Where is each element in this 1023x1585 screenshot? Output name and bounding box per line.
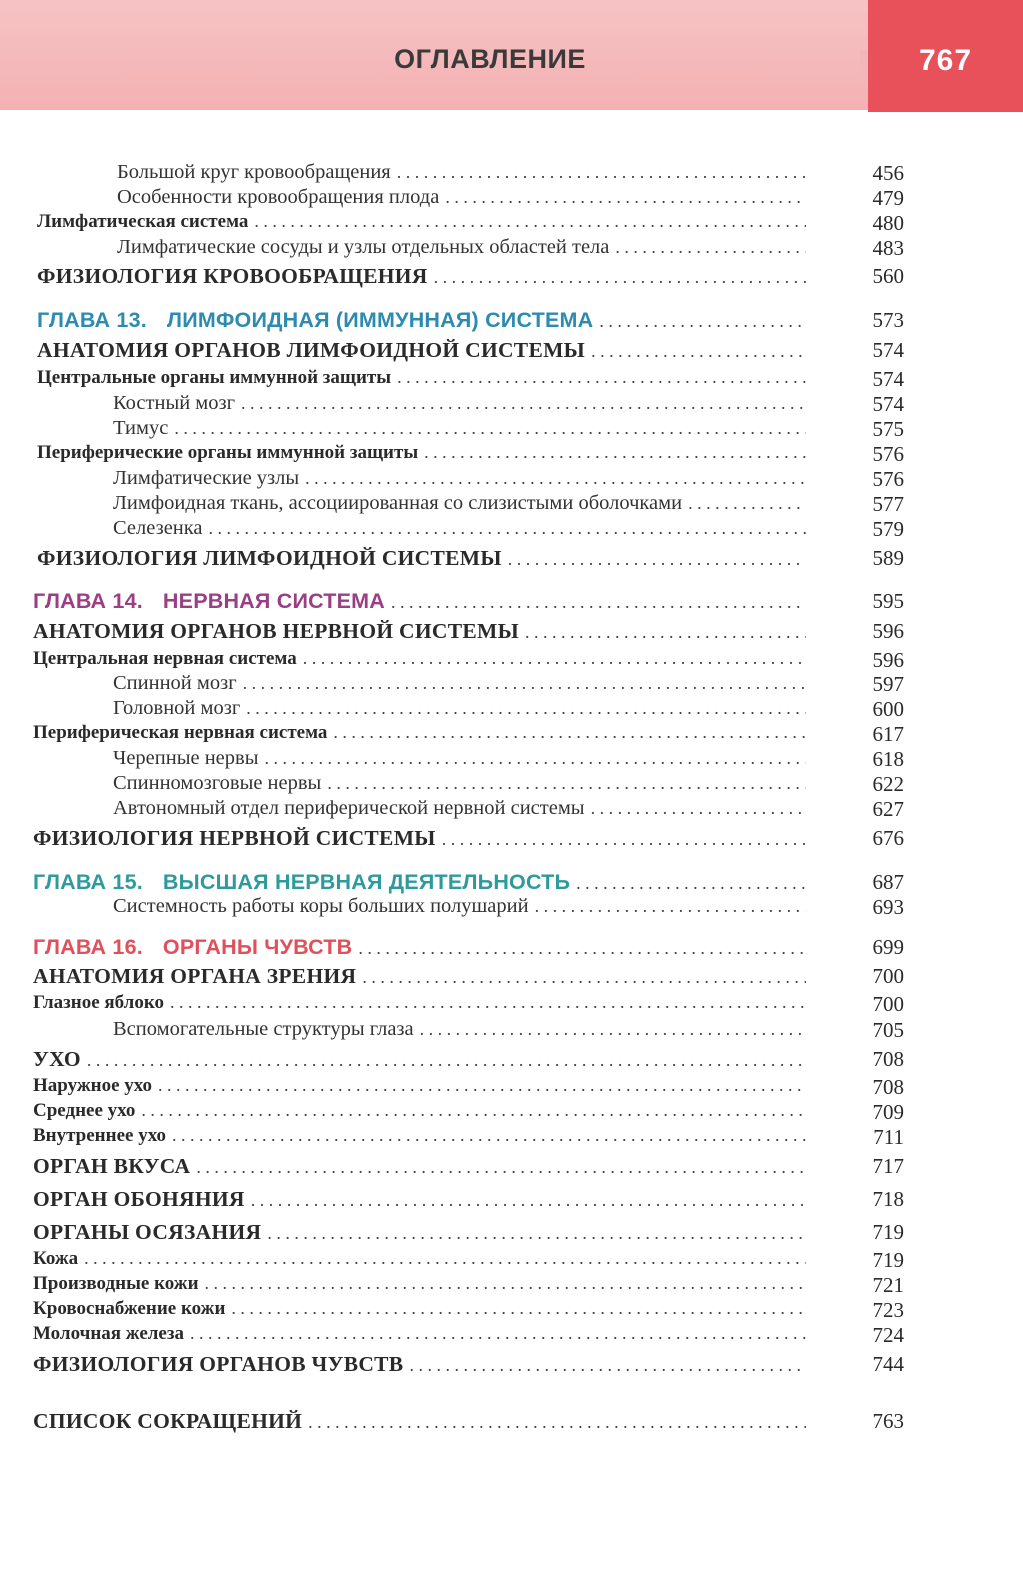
- toc-page-number: 711: [873, 1125, 904, 1149]
- toc-page-number: 600: [872, 697, 904, 721]
- dot-leader: [591, 341, 806, 362]
- dot-leader: [615, 237, 806, 258]
- toc-entry[interactable]: [33, 1298, 904, 1322]
- toc-entry[interactable]: [33, 1409, 904, 1434]
- page-number: 767: [918, 44, 973, 77]
- toc-entry-title: Молочная железа: [33, 1323, 184, 1344]
- toc-entry[interactable]: [33, 935, 904, 960]
- chapter-heading: [37, 308, 593, 333]
- toc-page-number: 574: [872, 392, 904, 416]
- dot-leader: [424, 442, 806, 463]
- toc-entry[interactable]: [117, 186, 904, 210]
- toc-page-number: 718: [872, 1187, 904, 1211]
- toc-entry-title: Кожа: [33, 1248, 79, 1269]
- toc-entry[interactable]: [33, 1187, 904, 1212]
- toc-page-number: 719: [872, 1220, 904, 1244]
- dot-leader: [303, 648, 806, 669]
- toc-entry[interactable]: [113, 417, 904, 441]
- toc-entry[interactable]: [33, 1125, 904, 1149]
- toc-page-number: 676: [872, 826, 904, 850]
- toc-entry[interactable]: [37, 367, 904, 391]
- chapter-heading: [33, 870, 570, 895]
- toc-page-number: 709: [872, 1100, 904, 1124]
- toc-entry-title: Тимус: [113, 417, 169, 439]
- toc-entry[interactable]: [113, 772, 904, 796]
- toc-page-number: 595: [872, 589, 904, 613]
- toc-page-number: 699: [872, 935, 904, 959]
- toc-entry-title: Производные кожи: [33, 1273, 199, 1294]
- toc-entry[interactable]: [33, 964, 904, 989]
- toc-entry[interactable]: [113, 672, 904, 696]
- toc-entry-title: Головной мозг: [113, 697, 241, 719]
- toc-entry-title: Периферические органы иммунной защиты: [37, 442, 419, 463]
- toc-entry-title: Внутреннее ухо: [33, 1125, 166, 1146]
- toc-entry[interactable]: [33, 722, 904, 746]
- dot-leader: [535, 896, 806, 917]
- dot-leader: [174, 418, 806, 439]
- dot-leader: [305, 468, 806, 489]
- toc-entry-title: Особенности кровообращения плода: [117, 186, 440, 208]
- toc-entry-title: СПИСОК СОКРАЩЕНИЙ: [33, 1409, 303, 1433]
- toc-page-number: 687: [872, 870, 904, 894]
- toc-entry-title: Автономный отдел периферической нервной системы: [113, 797, 585, 819]
- toc-page-number: 700: [872, 992, 904, 1016]
- dot-leader: [442, 829, 806, 850]
- toc-entry[interactable]: [33, 648, 904, 672]
- toc-entry-title: Спинномозговые нервы: [113, 772, 322, 794]
- toc-entry-title: ФИЗИОЛОГИЯ НЕРВНОЙ СИСТЕМЫ: [33, 826, 436, 850]
- toc-page-number: 618: [872, 747, 904, 771]
- toc-entry-title: Спинной мозг: [113, 672, 237, 694]
- toc-entry-title: Костный мозг: [113, 392, 236, 414]
- chapter-number: ГЛАВА 14.: [33, 589, 143, 613]
- toc-page-number: 717: [872, 1154, 904, 1178]
- dot-leader: [87, 1050, 806, 1071]
- toc-entry[interactable]: [117, 161, 904, 185]
- dot-leader: [599, 311, 806, 332]
- toc-entry-title: Центральные органы иммунной защиты: [37, 367, 392, 388]
- dot-leader: [172, 1125, 806, 1146]
- dot-leader: [591, 798, 806, 819]
- toc-entry-title: ОРГАН ОБОНЯНИЯ: [33, 1187, 245, 1211]
- toc-page-number: 456: [872, 161, 904, 185]
- toc-entry[interactable]: [117, 236, 904, 260]
- toc-page-number: 705: [872, 1018, 904, 1042]
- chapter-title: ЛИМФОИДНАЯ (ИММУННАЯ) СИСТЕМА: [166, 308, 594, 332]
- toc-entry[interactable]: [37, 211, 904, 235]
- toc-entry-title: ОРГАНЫ ОСЯЗАНИЯ: [33, 1220, 262, 1244]
- toc-entry[interactable]: [33, 826, 904, 851]
- toc-entry-title: Лимфатическая система: [37, 211, 249, 232]
- dot-leader: [391, 592, 806, 613]
- toc-entry[interactable]: [113, 467, 904, 491]
- toc-entry[interactable]: [113, 517, 904, 541]
- toc-entry-title: АНАТОМИЯ ОРГАНОВ ЛИМФОИДНОЙ СИСТЕМЫ: [37, 338, 586, 362]
- toc-entry[interactable]: [33, 1075, 904, 1099]
- toc-page-number: 574: [872, 338, 904, 362]
- dot-leader: [170, 992, 806, 1013]
- toc-entry[interactable]: [33, 1047, 904, 1072]
- dot-leader: [688, 493, 806, 514]
- dot-leader: [420, 1019, 806, 1040]
- toc-entry-title: АНАТОМИЯ ОРГАНОВ НЕРВНОЙ СИСТЕМЫ: [33, 619, 520, 643]
- toc-page-number: 483: [872, 236, 904, 260]
- toc-page-number: 693: [872, 895, 904, 919]
- dot-leader: [434, 267, 806, 288]
- toc-entry[interactable]: [37, 264, 904, 289]
- toc-entry-title: Лимфатические узлы: [113, 467, 300, 489]
- toc-entry[interactable]: [33, 870, 904, 895]
- toc-entry[interactable]: [113, 895, 904, 919]
- toc-page-number: 479: [872, 186, 904, 210]
- toc-entry[interactable]: [37, 308, 904, 333]
- toc-page-number: 576: [872, 442, 904, 466]
- toc-page-number: 577: [872, 492, 904, 516]
- toc-entry-title: Черепные нервы: [113, 747, 259, 769]
- toc-entry[interactable]: [33, 1248, 904, 1272]
- toc-entry-title: ФИЗИОЛОГИЯ ЛИМФОИДНОЙ СИСТЕМЫ: [37, 546, 502, 570]
- dot-leader: [525, 622, 806, 643]
- dot-leader: [190, 1323, 806, 1344]
- toc-page-number: 576: [872, 467, 904, 491]
- toc-page-number: 574: [872, 367, 904, 391]
- chapter-number: ГЛАВА 13.: [37, 308, 147, 332]
- dot-leader: [397, 367, 806, 388]
- dot-leader: [576, 873, 806, 894]
- toc-entry-title: ФИЗИОЛОГИЯ КРОВООБРАЩЕНИЯ: [37, 264, 428, 288]
- toc-page-number: 589: [872, 546, 904, 570]
- dot-leader: [254, 211, 806, 232]
- toc-entry[interactable]: [113, 697, 904, 721]
- toc-page-number: 744: [872, 1352, 904, 1376]
- dot-leader: [243, 673, 806, 694]
- dot-leader: [508, 549, 806, 570]
- dot-leader: [333, 722, 806, 743]
- dot-leader: [358, 938, 806, 959]
- toc-entry-title: ФИЗИОЛОГИЯ ОРГАНОВ ЧУВСТВ: [33, 1352, 404, 1376]
- toc-entry[interactable]: [33, 589, 904, 614]
- toc-entry[interactable]: [113, 747, 904, 771]
- toc-entry-title: ОРГАН ВКУСА: [33, 1154, 191, 1178]
- toc-page-number: 597: [872, 672, 904, 696]
- toc-entry[interactable]: [113, 392, 904, 416]
- toc-page-number: 596: [872, 619, 904, 643]
- toc-entry-title: Большой круг кровообращения: [117, 161, 391, 183]
- toc-entry-title: Селезенка: [113, 517, 203, 539]
- dot-leader: [409, 1355, 806, 1376]
- toc-entry[interactable]: [33, 1220, 904, 1245]
- toc-page-number: 708: [872, 1047, 904, 1071]
- chapter-title: ОРГАНЫ ЧУВСТВ: [162, 935, 353, 959]
- dot-leader: [251, 1190, 806, 1211]
- toc-entry-title: Глазное яблоко: [33, 992, 165, 1013]
- dot-leader: [84, 1248, 806, 1269]
- toc-entry-title: Кровоснабжение кожи: [33, 1298, 226, 1319]
- toc-entry-title: Среднее ухо: [33, 1100, 136, 1121]
- toc-page-number: 719: [872, 1248, 904, 1272]
- toc-page-number: 721: [872, 1273, 904, 1297]
- toc-page-number: 724: [872, 1323, 904, 1347]
- dot-leader: [246, 698, 806, 719]
- dot-leader: [241, 393, 806, 414]
- toc-page-number: 708: [872, 1075, 904, 1099]
- chapter-heading: [33, 589, 385, 614]
- chapter-title: НЕРВНАЯ СИСТЕМА: [162, 589, 386, 613]
- toc-entry[interactable]: [33, 1100, 904, 1124]
- dot-leader: [205, 1273, 806, 1294]
- toc-entry-title: Вспомогательные структуры глаза: [113, 1018, 414, 1040]
- dot-leader: [231, 1298, 806, 1319]
- toc-entry-title: Системность работы коры больших полушарий: [113, 895, 529, 917]
- toc-entry[interactable]: [33, 992, 904, 1016]
- dot-leader: [264, 748, 806, 769]
- toc-entry[interactable]: [33, 1352, 904, 1377]
- dot-leader: [209, 518, 806, 539]
- dot-leader: [397, 162, 806, 183]
- chapter-title: ВЫСШАЯ НЕРВНАЯ ДЕЯТЕЛЬНОСТЬ: [162, 870, 571, 894]
- dot-leader: [158, 1075, 806, 1096]
- dot-leader: [267, 1223, 806, 1244]
- dot-leader: [141, 1100, 806, 1121]
- toc-entry-title: Наружное ухо: [33, 1075, 153, 1096]
- toc-entry[interactable]: [33, 1154, 904, 1179]
- chapter-number: ГЛАВА 16.: [33, 935, 143, 959]
- toc-entry[interactable]: [113, 1018, 904, 1042]
- toc-page-number: 573: [872, 308, 904, 332]
- toc-entry[interactable]: [33, 1323, 904, 1347]
- toc-entry-title: АНАТОМИЯ ОРГАНА ЗРЕНИЯ: [33, 964, 357, 988]
- toc-entry[interactable]: [33, 619, 904, 644]
- toc-page-number: 560: [872, 264, 904, 288]
- toc-page-number: 700: [872, 964, 904, 988]
- toc-page-number: 579: [872, 517, 904, 541]
- toc-entry[interactable]: [37, 442, 904, 466]
- toc-page-number: 617: [872, 722, 904, 746]
- toc-page-number: 480: [872, 211, 904, 235]
- chapter-number: ГЛАВА 15.: [33, 870, 143, 894]
- toc-entry[interactable]: [113, 797, 904, 821]
- toc-page-number: 763: [872, 1409, 904, 1433]
- toc-entry[interactable]: [113, 492, 904, 516]
- dot-leader: [308, 1412, 806, 1433]
- dot-leader: [362, 967, 806, 988]
- page-title: ОГЛАВЛЕНИЕ: [394, 44, 586, 74]
- toc-entry-title: Лимфоидная ткань, ассоциированная со слизистыми оболочками: [113, 492, 683, 514]
- toc-entry-title: УХО: [33, 1047, 81, 1071]
- toc-page-number: 723: [872, 1298, 904, 1322]
- toc-page-number: 596: [872, 648, 904, 672]
- toc-entry-title: Центральная нервная система: [33, 648, 297, 669]
- toc-entry[interactable]: [33, 1273, 904, 1297]
- dot-leader: [445, 187, 806, 208]
- toc-entry[interactable]: [37, 546, 904, 571]
- toc-entry-title: Периферическая нервная система: [33, 722, 328, 743]
- dot-leader: [196, 1157, 806, 1178]
- toc-entry-title: Лимфатические сосуды и узлы отдельных областей тела: [117, 236, 610, 258]
- dot-leader: [327, 773, 806, 794]
- toc-page-number: 622: [872, 772, 904, 796]
- toc-entry[interactable]: [37, 338, 904, 363]
- chapter-heading: [33, 935, 352, 960]
- toc-page-number: 575: [872, 417, 904, 441]
- toc-page-number: 627: [872, 797, 904, 821]
